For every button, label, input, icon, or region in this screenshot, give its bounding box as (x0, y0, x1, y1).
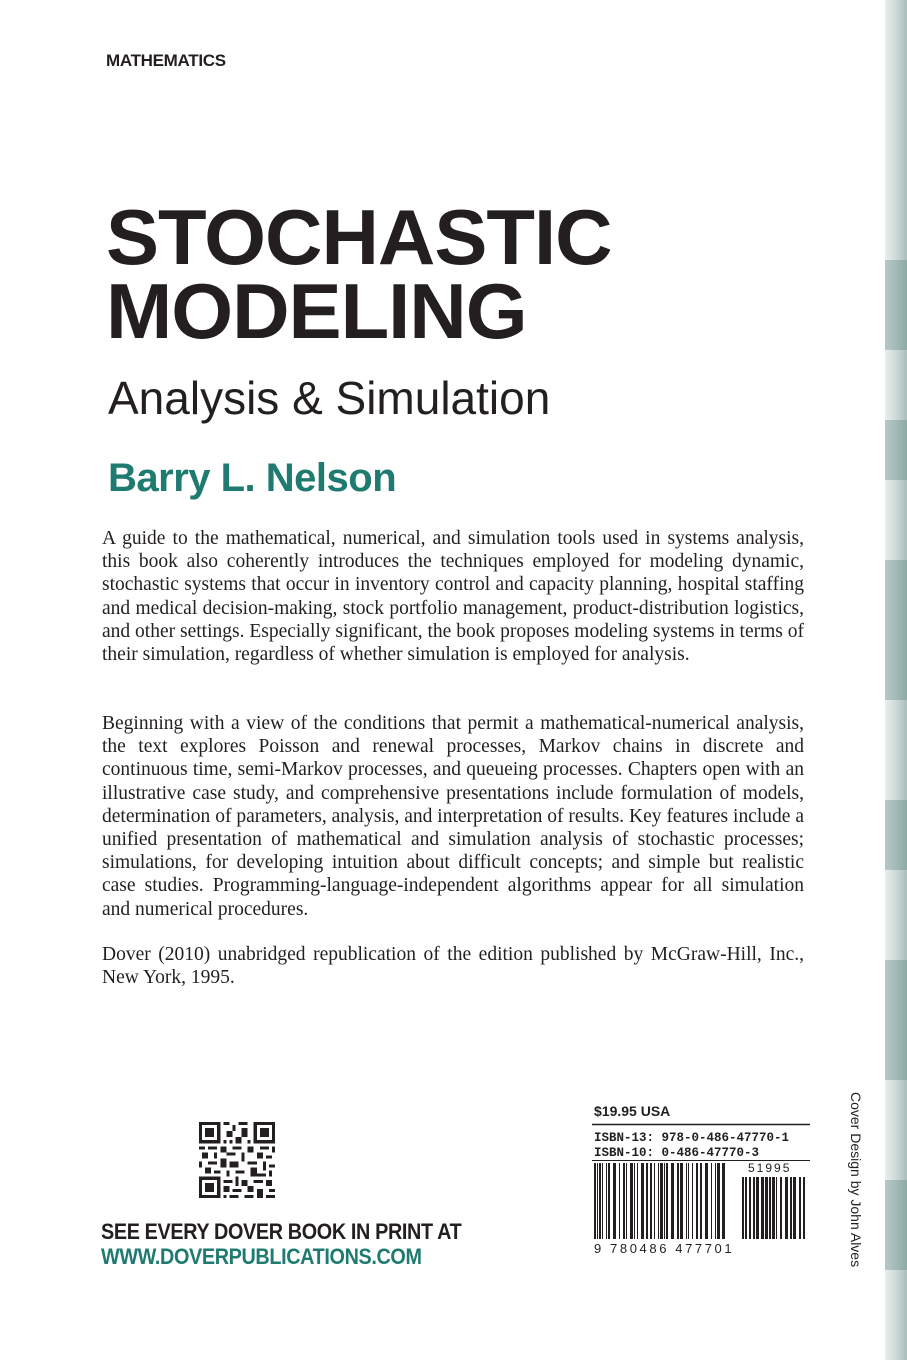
ean-barcode (594, 1163, 725, 1239)
price-addon-barcode (742, 1177, 805, 1239)
promo-text: SEE EVERY DOVER BOOK IN PRINT AT (101, 1219, 462, 1244)
promo-website: WWW.DOVERPUBLICATIONS.COM (101, 1244, 422, 1269)
dover-promo (101, 1219, 461, 1269)
book-subtitle: Analysis & Simulation (108, 372, 551, 424)
isbn-13: ISBN-13: 978-0-486-47770-1 (594, 1131, 790, 1145)
barcode-frame (592, 1101, 810, 1261)
book-title-line2: MODELING (106, 267, 527, 355)
ean-digits: 9 780486 477701 (594, 1241, 735, 1256)
isbn-10: ISBN-10: 0-486-47770-3 (594, 1146, 760, 1160)
barcode-block (592, 1101, 810, 1261)
cover-design-credit (847, 1092, 865, 1272)
author-name: Barry L. Nelson (108, 456, 397, 500)
cover-design-credit-text: Cover Design by John Alves (848, 1092, 864, 1268)
category-label: MATHEMATICS (106, 51, 226, 70)
description-paragraph-2: Beginning with a view of the conditions that permit a mathematical-numerical analysis, the text explores Poisson and renewal processes, Markov chains in discrete and continuous time, semi-Markov processes, and queueing processes. Chapters open with an illustrative case study, and comprehensive presentations include formulation of models, determination of parameters, analysis, and interpretation of results. Key features include a unified presentation of mathematical and simulation analysis of stochastic processes; simulations, for developing intuition about difficult concepts; and simple but realistic case studies. Programming-language-independent algorithms appear for all simulation and numerical procedures. (102, 713, 804, 920)
book-title-line1: STOCHASTIC (106, 193, 612, 281)
qr-code-icon (199, 1122, 275, 1198)
cover-edge-strip (885, 0, 907, 1360)
price-code: 51995 (748, 1161, 792, 1175)
description-paragraph-1: A guide to the mathematical, numerical, and simulation tools used in systems analysis, this book also coherently introduces the techniques employed for modeling dynamic, stochastic systems that occur in inventory control and capacity planning, hospital staffing and medical decision-making, stock portfolio management, product-distribution logistics, and other settings. Especially significant, the book proposes modeling systems in terms of their simulation, regardless of whether simulation is employed for analysis. (102, 528, 804, 666)
publication-note: Dover (2010) unabridged republication of the edition published by McGraw-Hill, Inc., New York, 1995. (102, 944, 804, 989)
price-label: $19.95 USA (594, 1103, 671, 1119)
book-title (106, 193, 612, 355)
